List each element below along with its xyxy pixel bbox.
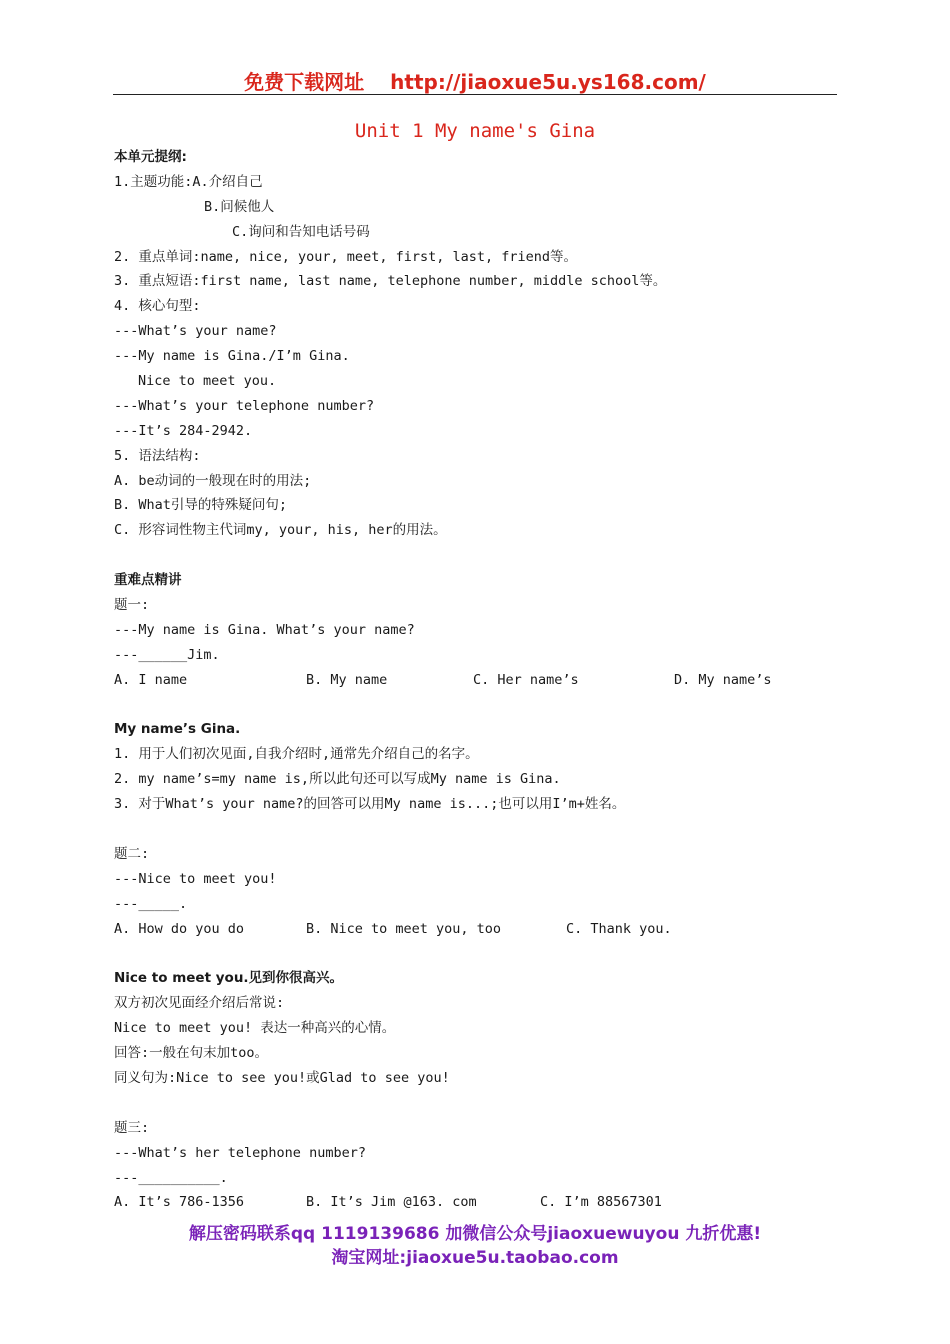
option-a: A. How do you do xyxy=(114,920,245,937)
document-body xyxy=(114,145,838,1215)
footer-shop-link[interactable]: 淘宝网址:jiaoxue5u.taobao.com xyxy=(331,1248,619,1268)
blank-line xyxy=(114,942,838,967)
question-line: ---Nice to meet you! xyxy=(114,870,277,887)
question-line: ---What’s her telephone number? xyxy=(114,1144,366,1161)
outline-line: A. be动词的一般现在时的用法; xyxy=(114,472,312,489)
option-d: D. My name’s xyxy=(674,671,772,688)
question-label: 题三: xyxy=(114,1119,150,1136)
question-label: 题一: xyxy=(114,597,150,614)
question-label: 题二: xyxy=(114,845,150,862)
note-line: 1. 用于人们初次见面,自我介绍时,通常先介绍自己的名字。 xyxy=(114,746,479,763)
document-title: Unit 1 My name's Gina xyxy=(354,120,596,142)
header-label: 免费下载网址 xyxy=(244,70,365,94)
outline-line: Nice to meet you. xyxy=(138,373,277,390)
option-b: B. My name xyxy=(306,671,388,688)
note-line: 双方初次见面经介绍后常说: xyxy=(114,995,285,1012)
option-c: C. Her name’s xyxy=(473,671,579,688)
outline-line: ---It’s 284-2942. xyxy=(114,422,253,439)
blank-line xyxy=(114,817,838,842)
outline-line: 1.主题功能:A.介绍自己 xyxy=(114,173,263,190)
download-header xyxy=(0,66,950,95)
header-divider xyxy=(113,94,837,95)
question-line: ---My name is Gina. What’s your name? xyxy=(114,621,415,638)
key-points-heading: 重难点精讲 xyxy=(114,572,182,589)
blank-line xyxy=(114,543,838,568)
note-line: 同义句为:Nice to see you!或Glad to see you! xyxy=(114,1069,450,1086)
note-line: Nice to meet you! 表达一种高兴的心情。 xyxy=(114,1020,396,1037)
outline-line: C.询问和告知电话号码 xyxy=(232,223,370,240)
note-line: 3. 对于What’s your name?的回答可以用My name is...;也可以用I’m+姓名。 xyxy=(114,796,626,813)
outline-line: 2. 重点单词:name, nice, your, meet, first, last, friend等。 xyxy=(114,248,578,265)
outline-line: 3. 重点短语:first name, last name, telephone number, middle school等。 xyxy=(114,273,667,290)
question-line: ---_____. xyxy=(114,895,188,912)
outline-line: ---What’s your telephone number? xyxy=(114,397,375,414)
header-url-link[interactable]: http://jiaoxue5u.ys168.com/ xyxy=(390,70,706,94)
blank-line xyxy=(114,693,838,718)
footer-contact: 解压密码联系qq 1119139686 加微信公众号jiaoxuewuyou 九折优惠! xyxy=(188,1224,762,1244)
option-a: A. It’s 786-1356 xyxy=(114,1194,245,1211)
option-b: B. It’s Jim @163. com xyxy=(306,1194,477,1211)
note-line: 回答:一般在句末加too。 xyxy=(114,1045,269,1062)
outline-line: ---What’s your name? xyxy=(114,323,277,340)
outline-line: B.问候他人 xyxy=(204,198,275,215)
outline-line: 5. 语法结构: xyxy=(114,447,201,464)
outline-line: C. 形容词性物主代词my, your, his, her的用法。 xyxy=(114,522,447,539)
question-options xyxy=(114,1190,838,1215)
outline-line: 4. 核心句型: xyxy=(114,298,201,315)
question-line: ---__________. xyxy=(114,1169,228,1186)
question-options xyxy=(114,668,838,693)
question-line: ---______Jim. xyxy=(114,646,220,663)
outline-heading: 本单元提纲: xyxy=(114,149,187,165)
option-c: C. Thank you. xyxy=(566,920,672,937)
outline-line: B. What引导的特殊疑问句; xyxy=(114,497,288,514)
question-options xyxy=(114,917,838,942)
blank-line xyxy=(114,1091,838,1116)
option-c: C. I’m 88567301 xyxy=(540,1194,662,1211)
option-a: A. I name xyxy=(114,671,188,688)
option-b: B. Nice to meet you, too xyxy=(306,920,502,937)
outline-line: ---My name is Gina./I’m Gina. xyxy=(114,348,350,365)
note-line: 2. my name’s=my name is,所以此句还可以写成My name is Gina. xyxy=(114,771,561,788)
note-heading: Nice to meet you.见到你很高兴。 xyxy=(114,970,344,987)
note-heading: My name’s Gina. xyxy=(114,721,241,738)
